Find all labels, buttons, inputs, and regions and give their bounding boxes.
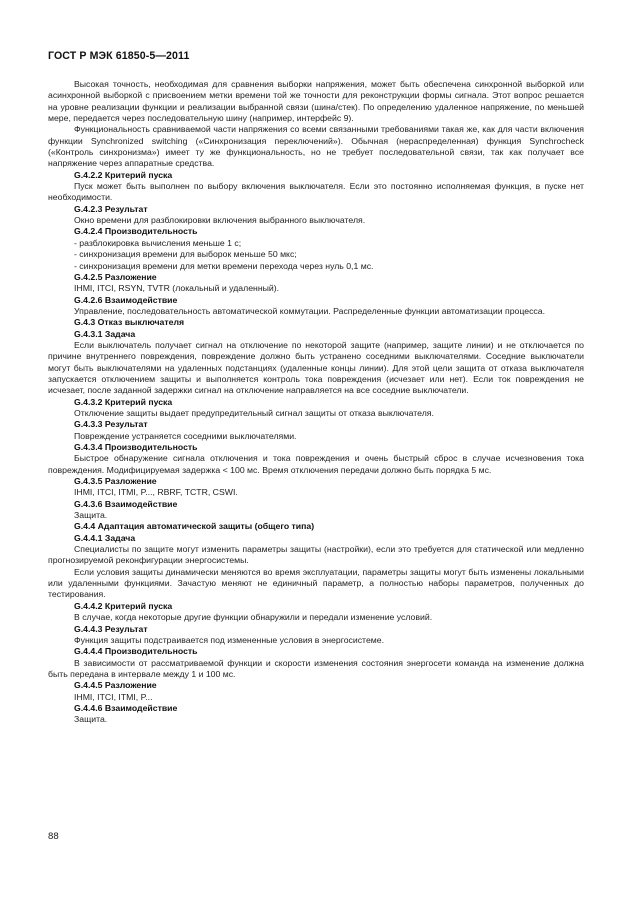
body-paragraph: Повреждение устраняется соседними выключателями. xyxy=(74,430,297,441)
body-paragraph: Быстрое обнаружение сигнала отключения и тока повреждения и очень быстрый сброс в случае исчезновения тока повреждения. Модифицируемая задержка < 100 мс. Время отключения передачи должно быть порядка 5 мс. xyxy=(48,453,584,475)
list-item: - синхронизация времени для метки времени перехода через нуль 0,1 мс. xyxy=(74,260,374,271)
section-heading: G.4.2.5 Разложение xyxy=(74,271,157,282)
body-paragraph: В зависимости от рассматриваемой функции и скорости изменения состояния энергосети команда на изменение должна быть передана в интервале между 1 и 100 мс. xyxy=(48,657,584,679)
section-heading: G.4.4.2 Критерий пуска xyxy=(74,600,173,611)
section-heading: G.4.2.4 Производительность xyxy=(74,226,198,237)
section-heading: G.4.3.3 Результат xyxy=(74,419,148,430)
body-paragraph: Если выключатель получает сигнал на отключение по некоторой защите (например, защите линии) и не отключается по причине внутреннего повреждения, повреждение должно быть устранено соседними выключателями. Соседние выключатели могут быть выключателями на удаленных подстанциях (удаленные концы линии). Для этой цели защита от отказа выключателя запускается отключением защиты и выполняется контроль тока повреждения (исчезает или нет). Если ток повреждения не исчезает, после заданной задержки сигнал на отключение направляется на все соседние выключатели. xyxy=(48,339,584,396)
body-paragraph: Управление, последовательность автоматической коммутации. Распределенные функции автоматизации процесса. xyxy=(74,305,546,316)
section-heading: G.4.4.3 Результат xyxy=(74,623,148,634)
body-paragraph: Пуск может быть выполнен по выбору включения выключателя. Если это постоянно исполняемая функция, в пуске нет необходимости. xyxy=(48,181,584,203)
list-item: IHMI, ITCI, ITMI, P..., RBRF, TCTR, CSWI. xyxy=(74,487,238,498)
section-heading: G.4.3.1 Задача xyxy=(74,328,136,339)
body-paragraph: Окно времени для разблокировки включения выбранного выключателя. xyxy=(74,215,366,226)
list-item: - синхронизация времени для выборок меньше 50 мкс; xyxy=(74,249,297,260)
list-item: Защита. xyxy=(74,714,108,725)
list-item: IHMI, ITCI, RSYN, TVTR (локальный и удаленный). xyxy=(74,283,280,294)
section-heading: G.4.4.5 Разложение xyxy=(74,680,157,691)
list-item: IHMI, ITCI, ITMI, P... xyxy=(74,691,153,702)
section-heading: G.4.4 Адаптация автоматической защиты (общего типа) xyxy=(74,521,315,532)
section-heading: G.4.3.6 Взаимодействие xyxy=(74,498,178,509)
section-heading: G.4.2.3 Результат xyxy=(74,203,148,214)
section-heading: G.4.2.6 Взаимодействие xyxy=(74,294,178,305)
body-paragraph: В случае, когда некоторые другие функции обнаружили и передали изменение условий. xyxy=(74,612,433,623)
list-item: - разблокировка вычисления меньше 1 с; xyxy=(74,237,242,248)
section-heading: G.4.3.2 Критерий пуска xyxy=(74,396,173,407)
body-paragraph: Функция защиты подстраивается под измененные условия в энергосистеме. xyxy=(74,634,384,645)
document-header: ГОСТ Р МЭК 61850-5—2011 xyxy=(48,50,190,62)
body-paragraph: Если условия защиты динамически меняются во время эксплуатации, параметры защиты могут быть изменены локальными или удаленными функциями. Зачастую меняют не единичный параметр, а полностью наборы параметров, полученных до тестирования. xyxy=(48,566,584,600)
section-heading: G.4.4.6 Взаимодействие xyxy=(74,702,178,713)
section-heading: G.4.3 Отказ выключателя xyxy=(74,317,185,328)
body-paragraph: Функциональность сравниваемой части напряжения со всеми связанными требованиями такая же, как для части включения функции Synchronized switching («Синхронизация переключений»). Обычная (нераспределенная) функция Synchrocheck («Контроль синхронизма») имеет ту же функциональность, но не требует последовательной связи, так как получает все напряжение через аппаратные средства. xyxy=(48,124,584,169)
list-item: Защита. xyxy=(74,510,108,521)
section-heading: G.4.2.2 Критерий пуска xyxy=(74,169,173,180)
section-heading: G.4.4.1 Задача xyxy=(74,532,136,543)
document-body xyxy=(48,79,584,726)
section-heading: G.4.3.4 Производительность xyxy=(74,442,198,452)
body-paragraph: Отключение защиты выдает предупредительный сигнал защиты от отказа выключателя. xyxy=(74,407,434,418)
section-heading: G.4.4.4 Производительность xyxy=(74,646,198,657)
page-number: 88 xyxy=(48,831,59,842)
body-paragraph: Высокая точность, необходимая для сравнения выборки напряжения, может быть обеспечена синхронной выборкой или асинхронной выборкой с присвоением метки времени той же точности для реконструкции формы сигнала. Этот вопрос решается на уровне реализации функции и реализации выбранной связи (шина/стек). По определению удаленное напряжение, по меньшей мере, передается через последовательную шину (например, интерфейс 9). xyxy=(48,79,584,124)
section-heading: G.4.3.5 Разложение xyxy=(74,476,157,487)
body-paragraph: Специалисты по защите могут изменить параметры защиты (настройки), если это требуется для статической или медленно прогнозируемой реконфигурации энергосистемы. xyxy=(48,544,584,566)
